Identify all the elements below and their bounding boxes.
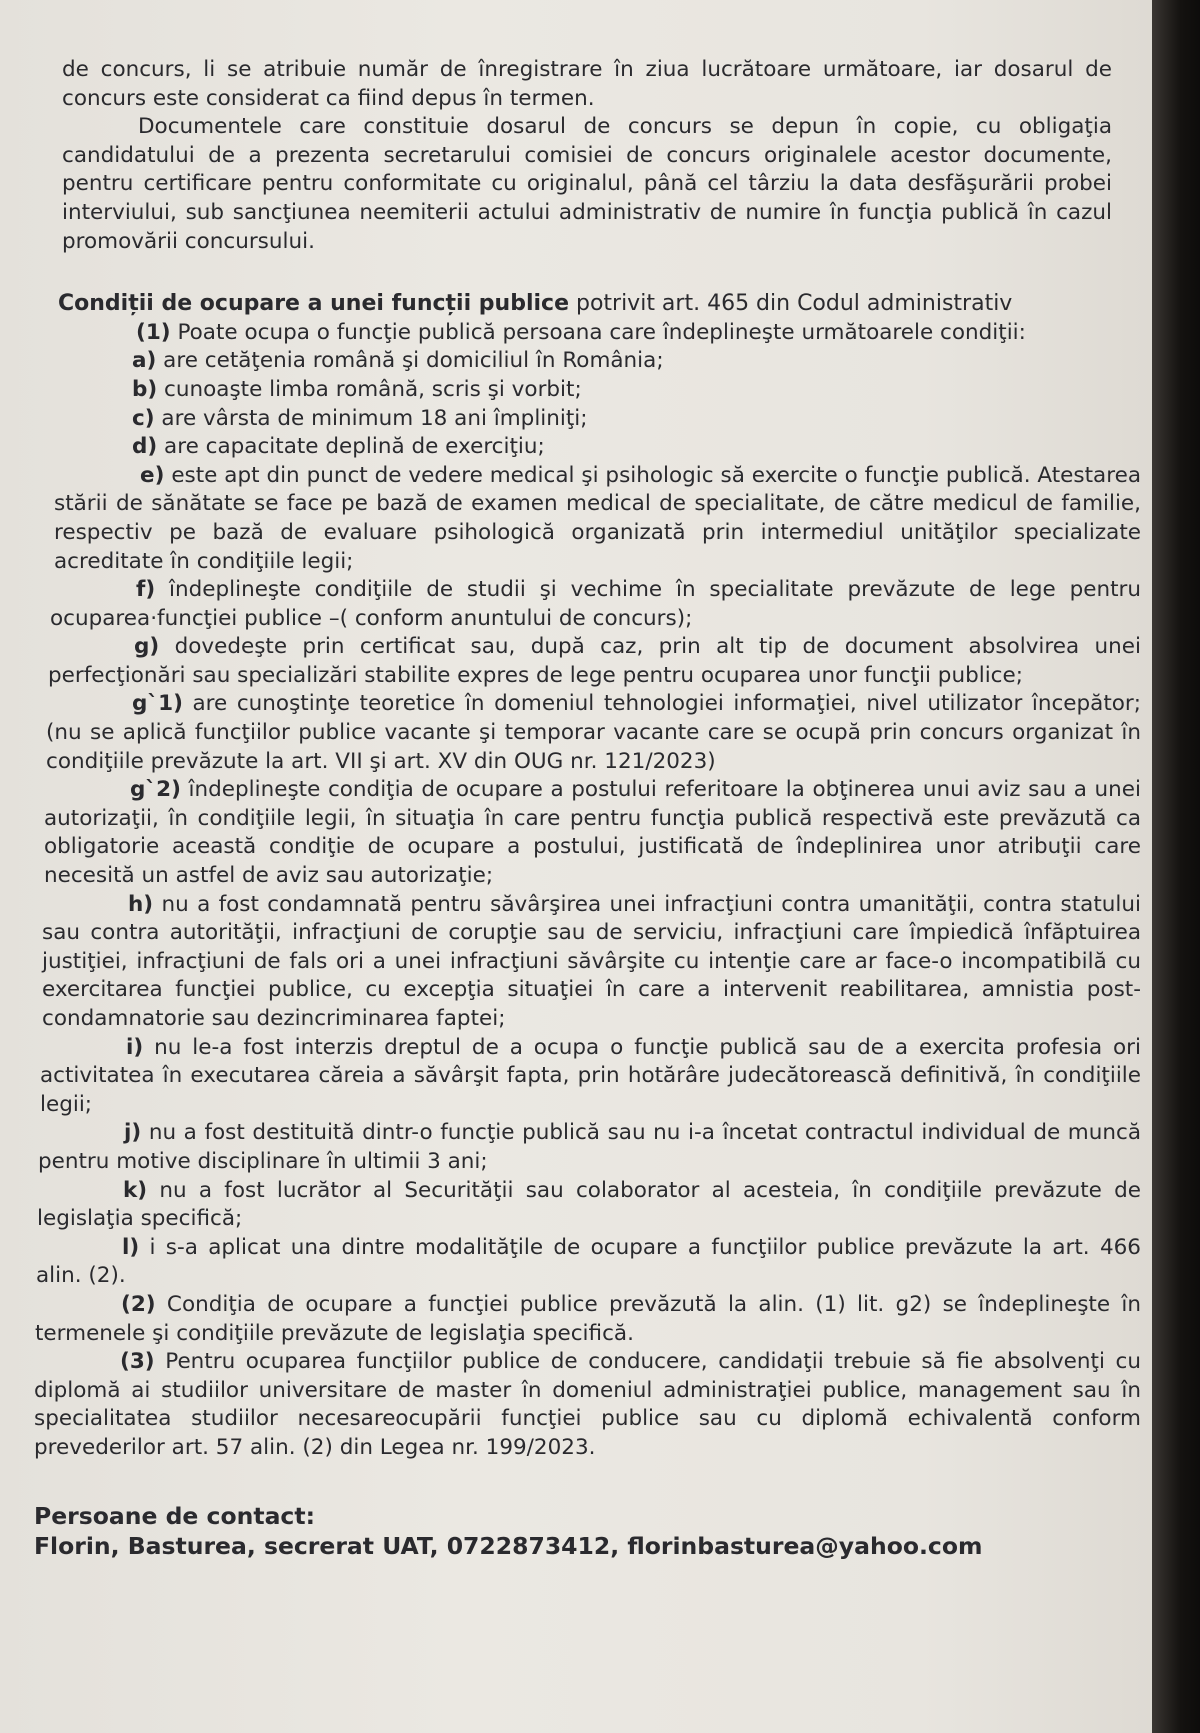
section-heading [58,290,1141,319]
contact-title: Persoane de contact: [34,1501,315,1530]
condition-item: h) nu a fost condamnată pentru săvârşirea unei infracţiuni contra umanităţii, contra statului sau contra autorităţii, infracţiuni de corupţie sau de serviciu, infracţiuni care împiedică înfăptuirea justiţiei, infracţiuni de fals ori a unei infracţiuni săvârşite cu intenţie care ar face-o incompatibilă cu exercitarea funcţiei publice, cu excepţia situaţiei în care a intervenit reabilitarea, amnistia post-condamnatorie sau dezincriminarea faptei; [42,891,1141,1031]
conditions-list [34,319,1141,1463]
condition-item: (2) Condiţia de ocupare a funcţiei publice prevăzută la alin. (1) lit. g2) se îndeplineşte în termenele şi condiţiile prevăzute de legislaţia specifică. [35,1291,1141,1346]
condition-item: (1) Poate ocupa o funcţie publică persoana care îndeplineşte următoarele condiţii: [136,319,1026,345]
condition-item: l) i s-a aplicat una dintre modalităţile de ocupare a funcţiilor publice prevăzute la art. 466 alin. (2). [36,1234,1141,1289]
condition-item: i) nu le-a fost interzis dreptul de a ocupa o funcţie publică sau de a exercita profesia ori activitatea în executarea căreia a săvârşit fapta, prin hotărâre judecătorească definitivă, în condiţiile legii; [40,1034,1141,1117]
condition-item: b) cunoaşte limba română, scris şi vorbit; [132,376,582,402]
condition-item: a) are cetăţenia română şi domiciliul în România; [132,348,664,374]
intro-paragraph-2: Documentele care constituie dosarul de concurs se depun în copie, cu obligaţia candidatului de a prezenta secretarului comisiei de concurs originalele acestor documente, pentru certificare pentru conformitate cu originalul, până cel târziu la data desfăşurării probei interviului, sub sancţiunea neemiterii actului administrativ de numire în funcţia publică în cazul promovării concursului. [62,114,1112,254]
condition-item: g`2) îndeplineşte condiţia de ocupare a postului referitoare la obţinerea unui aviz sau a unei autorizaţii, în condiţiile legii, în situaţia în care pentru funcţia publică respectivă este prevăzută ca obligatorie această condiţie de ocupare a postului, justificată de îndeplinirea unor atribuţii care necesită un astfel de aviz sau autorizaţie; [44,777,1141,889]
section-heading-rest: potrivit art. 465 din Codul administrativ [568,291,1013,317]
condition-item: g`1) are cunoştinţe teoretice în domeniul tehnologiei informaţiei, nivel utilizator începător; (nu se aplică funcţiilor publice vacante şi temporar vacante care se ocupă prin concurs organizat în condiţiile prevăzute la art. VII şi art. XV din OUG nr. 121/2023) [46,691,1141,774]
intro-paragraph-1: de concurs, li se atribuie număr de înregistrare în ziua lucrătoare următoare, iar dosarul de concurs este considerat ca fiind depus în termen. [62,57,1112,111]
section-heading-bold: Condiții de ocupare a unei funcții publice [58,291,569,317]
condition-item: g) dovedeşte prin certificat sau, după caz, prin alt tip de document absolvirea unei perfecţionări sau specializări stabilite expres de lege pentru ocuparea unor funcţii publice; [48,634,1141,688]
condition-item: c) are vârsta de minimum 18 ani împliniţi; [132,405,588,431]
contact-line: Florin, Basturea, secrerat UAT, 0722873412, florinbasturea@yahoo.com [34,1531,983,1560]
intro-block [62,56,1112,256]
contact-block [34,1501,1141,1561]
document-content [34,56,1141,1561]
condition-item: j) nu a fost destituită dintr-o funcţie publică sau nu i-a încetat contractul individual de muncă pentru motive disciplinare în ultimii 3 ani; [38,1120,1141,1174]
condition-item: (3) Pentru ocuparea funcţiilor publice de conducere, candidaţii trebuie să fie absolvenţi cu diplomă ai studiilor universitare de master în domeniul administraţiei publice, management sau în specialitatea studiilor necesareocupării funcţiei publice sau cu diplomă echivalentă conform prevederilor art. 57 alin. (2) din Legea nr. 199/2023. [34,1349,1141,1460]
condition-item: k) nu a fost lucrător al Securităţii sau colaborator al acesteia, în condiţiile prevăzute de legislaţia specifică; [37,1177,1141,1232]
condition-item: f) îndeplineşte condiţiile de studii şi vechime în specialitate prevăzute de lege pentru ocuparea·funcţiei publice –( conform anuntului de concurs); [50,577,1141,631]
condition-item: d) are capacitate deplină de exerciţiu; [132,434,545,460]
condition-item: e) este apt din punct de vedere medical şi psihologic să exercite o funcţie publică. Atestarea stării de sănătate se face pe bază de examen medical de specialitate, de către medicul de familie, respectiv pe bază de evaluare psihologică organizată prin intermediul unităţilor specializate acreditate în condiţiile legii; [54,462,1141,574]
dark-background-edge [1152,0,1200,1733]
